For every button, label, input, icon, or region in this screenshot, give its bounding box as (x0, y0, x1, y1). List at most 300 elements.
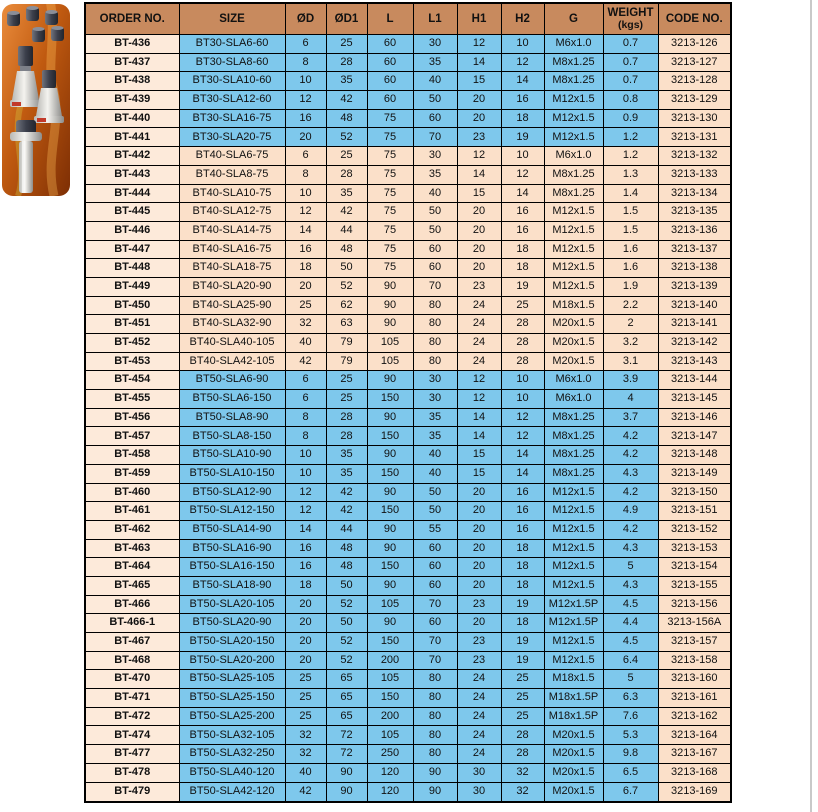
size-cell: BT30-SLA8-60 (179, 53, 285, 72)
od-cell: 12 (285, 483, 326, 502)
code-no-cell: 3213-126 (658, 35, 731, 54)
code-no-cell: 3213-130 (658, 109, 731, 128)
table-row (85, 91, 731, 110)
od-cell: 14 (285, 520, 326, 539)
g-cell: M12x1.5 (544, 539, 603, 558)
l1-cell: 35 (413, 53, 457, 72)
size-cell: BT50-SLA6-90 (179, 371, 285, 390)
h2-cell: 25 (501, 707, 544, 726)
h2-cell: 16 (501, 203, 544, 222)
h2-cell: 14 (501, 464, 544, 483)
code-no-cell: 3213-156 (658, 595, 731, 614)
g-cell: M8x1.25 (544, 408, 603, 427)
od1-cell: 52 (326, 633, 367, 652)
od1-cell: 48 (326, 539, 367, 558)
size-cell: BT50-SLA10-90 (179, 446, 285, 465)
l1-cell: 90 (413, 763, 457, 782)
code-no-cell: 3213-162 (658, 707, 731, 726)
code-no-cell: 3213-131 (658, 128, 731, 147)
order-no-cell: BT-437 (85, 53, 179, 72)
table-row (85, 109, 731, 128)
h2-cell: 19 (501, 633, 544, 652)
h1-cell: 14 (457, 427, 501, 446)
table-row (85, 464, 731, 483)
order-no-cell: BT-459 (85, 464, 179, 483)
table-row (85, 670, 731, 689)
od1-cell: 35 (326, 464, 367, 483)
l-cell: 120 (367, 763, 413, 782)
od1-cell: 25 (326, 390, 367, 409)
weight-cell: 1.6 (603, 240, 658, 259)
od1-cell: 25 (326, 35, 367, 54)
h1-cell: 24 (457, 707, 501, 726)
h2-cell: 28 (501, 315, 544, 334)
l-cell: 105 (367, 334, 413, 353)
od-cell: 32 (285, 726, 326, 745)
h2-cell: 18 (501, 240, 544, 259)
l-cell: 90 (367, 483, 413, 502)
size-cell: BT40-SLA40-105 (179, 334, 285, 353)
code-no-cell: 3213-135 (658, 203, 731, 222)
l1-cell: 60 (413, 109, 457, 128)
l1-cell: 40 (413, 184, 457, 203)
l-cell: 75 (367, 259, 413, 278)
h2-cell: 18 (501, 259, 544, 278)
weight-cell: 3.1 (603, 352, 658, 371)
od-cell: 20 (285, 633, 326, 652)
od-cell: 20 (285, 128, 326, 147)
h1-cell: 15 (457, 464, 501, 483)
weight-cell: 1.2 (603, 147, 658, 166)
g-cell: M20x1.5 (544, 334, 603, 353)
g-cell: M12x1.5 (544, 203, 603, 222)
header-weight (603, 3, 658, 35)
od-cell: 20 (285, 651, 326, 670)
code-no-cell: 3213-132 (658, 147, 731, 166)
weight-cell: 1.3 (603, 165, 658, 184)
weight-cell: 4.2 (603, 520, 658, 539)
od1-cell: 52 (326, 651, 367, 670)
od-cell: 20 (285, 614, 326, 633)
weight-cell: 1.9 (603, 277, 658, 296)
code-no-cell: 3213-142 (658, 334, 731, 353)
od-cell: 25 (285, 689, 326, 708)
od-cell: 10 (285, 184, 326, 203)
l-cell: 90 (367, 408, 413, 427)
l-cell: 90 (367, 539, 413, 558)
table-row (85, 539, 731, 558)
l1-cell: 70 (413, 595, 457, 614)
order-no-cell: BT-474 (85, 726, 179, 745)
size-cell: BT40-SLA18-75 (179, 259, 285, 278)
size-cell: BT40-SLA32-90 (179, 315, 285, 334)
header-od: ØD (285, 3, 326, 35)
size-cell: BT40-SLA6-75 (179, 147, 285, 166)
h1-cell: 24 (457, 296, 501, 315)
order-no-cell: BT-443 (85, 165, 179, 184)
order-no-cell: BT-441 (85, 128, 179, 147)
code-no-cell: 3213-133 (658, 165, 731, 184)
g-cell: M8x1.25 (544, 72, 603, 91)
od1-cell: 79 (326, 352, 367, 371)
order-no-cell: BT-438 (85, 72, 179, 91)
table-row (85, 651, 731, 670)
g-cell: M12x1.5 (544, 91, 603, 110)
h2-cell: 25 (501, 296, 544, 315)
code-no-cell: 3213-153 (658, 539, 731, 558)
l1-cell: 30 (413, 371, 457, 390)
l-cell: 75 (367, 221, 413, 240)
order-no-cell: BT-444 (85, 184, 179, 203)
h2-cell: 14 (501, 446, 544, 465)
l1-cell: 80 (413, 707, 457, 726)
weight-cell: 0.8 (603, 91, 658, 110)
weight-cell: 1.6 (603, 259, 658, 278)
h2-cell: 19 (501, 595, 544, 614)
h2-cell: 18 (501, 576, 544, 595)
size-cell: BT30-SLA16-75 (179, 109, 285, 128)
code-no-cell: 3213-168 (658, 763, 731, 782)
size-cell: BT50-SLA12-150 (179, 502, 285, 521)
od-cell: 10 (285, 72, 326, 91)
h1-cell: 24 (457, 726, 501, 745)
h1-cell: 14 (457, 408, 501, 427)
size-cell: BT40-SLA10-75 (179, 184, 285, 203)
size-cell: BT40-SLA8-75 (179, 165, 285, 184)
od1-cell: 72 (326, 726, 367, 745)
g-cell: M18x1.5P (544, 707, 603, 726)
code-no-cell: 3213-156A (658, 614, 731, 633)
l-cell: 150 (367, 502, 413, 521)
size-cell: BT50-SLA20-105 (179, 595, 285, 614)
od-cell: 12 (285, 91, 326, 110)
code-no-cell: 3213-150 (658, 483, 731, 502)
weight-cell: 0.7 (603, 53, 658, 72)
table-row (85, 147, 731, 166)
od1-cell: 48 (326, 109, 367, 128)
l-cell: 75 (367, 165, 413, 184)
weight-cell: 4.3 (603, 464, 658, 483)
h1-cell: 15 (457, 72, 501, 91)
od1-cell: 28 (326, 408, 367, 427)
weight-cell: 1.5 (603, 221, 658, 240)
l1-cell: 50 (413, 221, 457, 240)
header-weight-line1: WEIGHT (607, 7, 654, 20)
g-cell: M12x1.5P (544, 595, 603, 614)
weight-cell: 0.7 (603, 72, 658, 91)
h1-cell: 20 (457, 576, 501, 595)
h2-cell: 10 (501, 147, 544, 166)
od1-cell: 50 (326, 576, 367, 595)
h1-cell: 20 (457, 91, 501, 110)
weight-cell: 4.3 (603, 576, 658, 595)
od1-cell: 28 (326, 165, 367, 184)
g-cell: M12x1.5 (544, 576, 603, 595)
od1-cell: 48 (326, 240, 367, 259)
g-cell: M8x1.25 (544, 184, 603, 203)
weight-cell: 2 (603, 315, 658, 334)
g-cell: M8x1.25 (544, 446, 603, 465)
g-cell: M20x1.5 (544, 726, 603, 745)
code-no-cell: 3213-143 (658, 352, 731, 371)
h1-cell: 30 (457, 763, 501, 782)
h2-cell: 12 (501, 408, 544, 427)
g-cell: M8x1.25 (544, 165, 603, 184)
l1-cell: 60 (413, 614, 457, 633)
code-no-cell: 3213-146 (658, 408, 731, 427)
code-no-cell: 3213-145 (658, 390, 731, 409)
code-no-cell: 3213-138 (658, 259, 731, 278)
g-cell: M12x1.5 (544, 221, 603, 240)
code-no-cell: 3213-154 (658, 558, 731, 577)
od-cell: 16 (285, 558, 326, 577)
h2-cell: 28 (501, 352, 544, 371)
g-cell: M12x1.5P (544, 614, 603, 633)
code-no-cell: 3213-127 (658, 53, 731, 72)
od1-cell: 90 (326, 782, 367, 802)
table-row (85, 689, 731, 708)
table-row (85, 72, 731, 91)
table-row (85, 446, 731, 465)
code-no-cell: 3213-164 (658, 726, 731, 745)
order-no-cell: BT-470 (85, 670, 179, 689)
g-cell: M18x1.5 (544, 670, 603, 689)
h2-cell: 16 (501, 483, 544, 502)
od1-cell: 65 (326, 707, 367, 726)
weight-cell: 4.2 (603, 446, 658, 465)
order-no-cell: BT-448 (85, 259, 179, 278)
h1-cell: 24 (457, 745, 501, 764)
size-cell: BT50-SLA8-90 (179, 408, 285, 427)
h1-cell: 20 (457, 221, 501, 240)
l-cell: 150 (367, 464, 413, 483)
table-row (85, 221, 731, 240)
order-no-cell: BT-461 (85, 502, 179, 521)
order-no-cell: BT-466 (85, 595, 179, 614)
table-row (85, 352, 731, 371)
od-cell: 25 (285, 296, 326, 315)
l1-cell: 80 (413, 296, 457, 315)
h1-cell: 24 (457, 315, 501, 334)
table-row (85, 390, 731, 409)
table-row (85, 502, 731, 521)
order-no-cell: BT-463 (85, 539, 179, 558)
h2-cell: 25 (501, 670, 544, 689)
h2-cell: 25 (501, 689, 544, 708)
l-cell: 200 (367, 707, 413, 726)
order-no-cell: BT-464 (85, 558, 179, 577)
size-cell: BT50-SLA25-150 (179, 689, 285, 708)
h1-cell: 24 (457, 689, 501, 708)
od1-cell: 28 (326, 427, 367, 446)
h1-cell: 23 (457, 277, 501, 296)
h2-cell: 16 (501, 221, 544, 240)
l-cell: 60 (367, 72, 413, 91)
table-row (85, 763, 731, 782)
table-row (85, 576, 731, 595)
od-cell: 8 (285, 53, 326, 72)
weight-cell: 3.7 (603, 408, 658, 427)
l1-cell: 80 (413, 352, 457, 371)
size-cell: BT50-SLA14-90 (179, 520, 285, 539)
h1-cell: 23 (457, 651, 501, 670)
size-cell: BT40-SLA42-105 (179, 352, 285, 371)
od1-cell: 79 (326, 334, 367, 353)
h2-cell: 10 (501, 371, 544, 390)
order-no-cell: BT-447 (85, 240, 179, 259)
l-cell: 200 (367, 651, 413, 670)
l1-cell: 30 (413, 390, 457, 409)
weight-cell: 4.5 (603, 595, 658, 614)
header-h1: H1 (457, 3, 501, 35)
code-no-cell: 3213-137 (658, 240, 731, 259)
weight-cell: 4.2 (603, 427, 658, 446)
size-cell: BT40-SLA25-90 (179, 296, 285, 315)
od-cell: 8 (285, 427, 326, 446)
l-cell: 75 (367, 240, 413, 259)
order-no-cell: BT-472 (85, 707, 179, 726)
od1-cell: 65 (326, 689, 367, 708)
od1-cell: 50 (326, 614, 367, 633)
l-cell: 60 (367, 91, 413, 110)
code-no-cell: 3213-134 (658, 184, 731, 203)
l-cell: 60 (367, 35, 413, 54)
weight-cell: 4.4 (603, 614, 658, 633)
od1-cell: 25 (326, 147, 367, 166)
od-cell: 14 (285, 221, 326, 240)
od1-cell: 62 (326, 296, 367, 315)
od-cell: 18 (285, 576, 326, 595)
l1-cell: 70 (413, 651, 457, 670)
h2-cell: 18 (501, 614, 544, 633)
header-weight-line2: (kgs) (617, 18, 644, 31)
table-row (85, 427, 731, 446)
g-cell: M12x1.5 (544, 259, 603, 278)
header-g: G (544, 3, 603, 35)
order-no-cell: BT-442 (85, 147, 179, 166)
h2-cell: 19 (501, 128, 544, 147)
weight-cell: 6.5 (603, 763, 658, 782)
size-cell: BT50-SLA16-150 (179, 558, 285, 577)
table-row (85, 707, 731, 726)
order-no-cell: BT-465 (85, 576, 179, 595)
h1-cell: 12 (457, 371, 501, 390)
od-cell: 12 (285, 502, 326, 521)
h2-cell: 14 (501, 72, 544, 91)
h2-cell: 28 (501, 726, 544, 745)
h2-cell: 28 (501, 745, 544, 764)
weight-cell: 6.4 (603, 651, 658, 670)
header-h2: H2 (501, 3, 544, 35)
header-size: SIZE (179, 3, 285, 35)
size-cell: BT50-SLA42-120 (179, 782, 285, 802)
od1-cell: 48 (326, 558, 367, 577)
h2-cell: 32 (501, 763, 544, 782)
l1-cell: 60 (413, 259, 457, 278)
od-cell: 10 (285, 446, 326, 465)
od-cell: 42 (285, 782, 326, 802)
code-no-cell: 3213-167 (658, 745, 731, 764)
size-cell: BT50-SLA25-105 (179, 670, 285, 689)
h2-cell: 16 (501, 502, 544, 521)
g-cell: M12x1.5 (544, 128, 603, 147)
l1-cell: 80 (413, 334, 457, 353)
l-cell: 60 (367, 53, 413, 72)
order-no-cell: BT-453 (85, 352, 179, 371)
code-no-cell: 3213-139 (658, 277, 731, 296)
od1-cell: 42 (326, 203, 367, 222)
table-row (85, 408, 731, 427)
table-body (85, 35, 731, 803)
h2-cell: 16 (501, 520, 544, 539)
l1-cell: 40 (413, 446, 457, 465)
h2-cell: 10 (501, 35, 544, 54)
weight-cell: 4.3 (603, 539, 658, 558)
weight-cell: 4.9 (603, 502, 658, 521)
order-no-cell: BT-460 (85, 483, 179, 502)
od1-cell: 63 (326, 315, 367, 334)
weight-cell: 0.9 (603, 109, 658, 128)
table-row (85, 558, 731, 577)
od-cell: 25 (285, 707, 326, 726)
order-no-cell: BT-454 (85, 371, 179, 390)
l1-cell: 60 (413, 558, 457, 577)
code-no-cell: 3213-158 (658, 651, 731, 670)
od1-cell: 42 (326, 483, 367, 502)
od-cell: 18 (285, 259, 326, 278)
g-cell: M6x1.0 (544, 35, 603, 54)
weight-cell: 6.3 (603, 689, 658, 708)
code-no-cell: 3213-140 (658, 296, 731, 315)
size-cell: BT50-SLA32-250 (179, 745, 285, 764)
od-cell: 16 (285, 240, 326, 259)
l-cell: 90 (367, 446, 413, 465)
order-no-cell: BT-467 (85, 633, 179, 652)
code-no-cell: 3213-144 (658, 371, 731, 390)
order-no-cell: BT-452 (85, 334, 179, 353)
od1-cell: 44 (326, 520, 367, 539)
weight-cell: 9.8 (603, 745, 658, 764)
h1-cell: 20 (457, 520, 501, 539)
l-cell: 150 (367, 427, 413, 446)
l1-cell: 80 (413, 670, 457, 689)
od1-cell: 35 (326, 72, 367, 91)
weight-cell: 7.6 (603, 707, 658, 726)
size-cell: BT50-SLA10-150 (179, 464, 285, 483)
h1-cell: 20 (457, 614, 501, 633)
code-no-cell: 3213-169 (658, 782, 731, 802)
code-no-cell: 3213-147 (658, 427, 731, 446)
size-cell: BT50-SLA25-200 (179, 707, 285, 726)
weight-cell: 0.7 (603, 35, 658, 54)
table-row (85, 165, 731, 184)
order-no-cell: BT-439 (85, 91, 179, 110)
g-cell: M12x1.5 (544, 277, 603, 296)
h1-cell: 23 (457, 633, 501, 652)
g-cell: M18x1.5 (544, 296, 603, 315)
l-cell: 75 (367, 128, 413, 147)
g-cell: M12x1.5 (544, 520, 603, 539)
od-cell: 40 (285, 763, 326, 782)
spec-table (84, 2, 732, 803)
h1-cell: 12 (457, 390, 501, 409)
h1-cell: 23 (457, 128, 501, 147)
table-row (85, 782, 731, 802)
l-cell: 105 (367, 726, 413, 745)
od-cell: 8 (285, 165, 326, 184)
od1-cell: 52 (326, 128, 367, 147)
size-cell: BT50-SLA32-105 (179, 726, 285, 745)
